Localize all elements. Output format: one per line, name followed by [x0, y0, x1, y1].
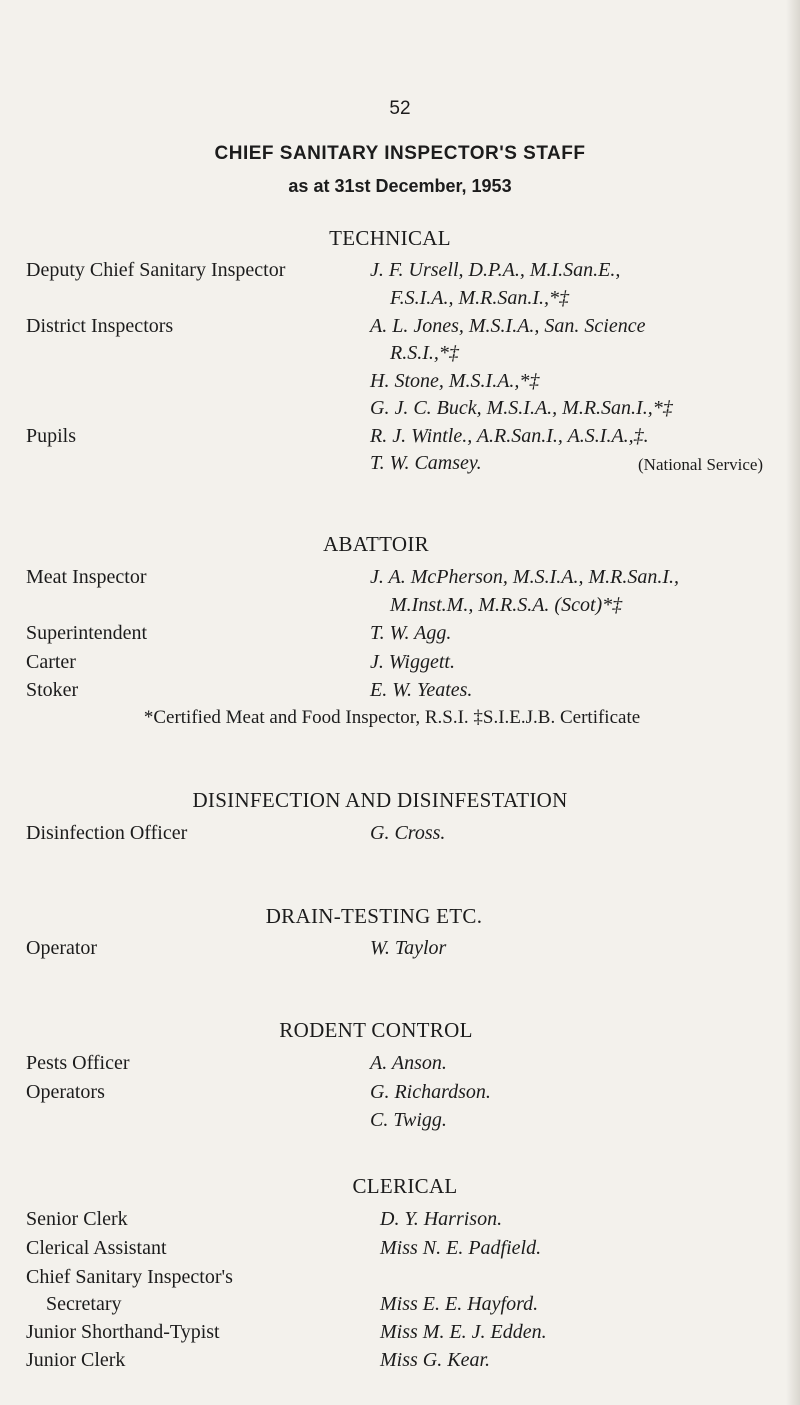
value-pupil-2: T. W. Camsey. [370, 452, 482, 474]
page-subtitle: as at 31st December, 1953 [288, 176, 512, 196]
value-superintendent: T. W. Agg. [370, 622, 452, 644]
section-heading-rodent-control: RODENT CONTROL [279, 1018, 473, 1042]
page-title: CHIEF SANITARY INSPECTOR'S STAFF [214, 143, 586, 164]
value-district-1-line1: A. L. Jones, M.S.I.A., San. Science [370, 315, 646, 337]
value-carter: J. Wiggett. [370, 651, 455, 673]
label-operator: Operator [26, 937, 98, 959]
section-heading-drain-testing: DRAIN-TESTING ETC. [265, 904, 483, 928]
label-clerical-assistant: Clerical Assistant [26, 1237, 167, 1259]
value-clerical-assistant: Miss N. E. Padfield. [380, 1237, 542, 1259]
value-district-2: H. Stone, M.S.I.A.,*‡ [370, 370, 540, 392]
section-heading-abattoir: ABATTOIR [323, 532, 429, 556]
label-operators: Operators [26, 1081, 105, 1103]
label-secretary-line1: Chief Sanitary Inspector's [26, 1266, 233, 1288]
label-district-inspectors: District Inspectors [26, 315, 174, 337]
value-district-1-line2: R.S.I.,*‡ [390, 342, 459, 364]
value-meat-line1: J. A. McPherson, M.S.I.A., M.R.San.I., [370, 566, 680, 588]
value-operator-2: C. Twigg. [370, 1109, 447, 1131]
label-senior-clerk: Senior Clerk [26, 1208, 128, 1230]
value-pupil-2-note: (National Service) [638, 455, 764, 474]
value-disinfection-officer: G. Cross. [370, 822, 446, 844]
value-senior-clerk: D. Y. Harrison. [380, 1208, 503, 1230]
label-deputy-chief: Deputy Chief Sanitary Inspector [26, 259, 286, 281]
value-meat-line2: M.Inst.M., M.R.S.A. (Scot)*‡ [390, 594, 623, 616]
label-stoker: Stoker [26, 679, 79, 701]
label-carter: Carter [26, 651, 76, 673]
value-pests-officer: A. Anson. [370, 1052, 447, 1074]
label-pests-officer: Pests Officer [26, 1052, 130, 1074]
section-heading-clerical: CLERICAL [352, 1174, 458, 1198]
value-pupil-1: R. J. Wintle., A.R.San.I., A.S.I.A.,‡. [370, 425, 649, 447]
label-superintendent: Superintendent [26, 622, 148, 644]
label-junior-typist: Junior Shorthand-Typist [26, 1321, 220, 1343]
label-junior-clerk: Junior Clerk [26, 1349, 126, 1371]
label-meat-inspector: Meat Inspector [26, 566, 147, 588]
value-junior-clerk: Miss G. Kear. [380, 1349, 491, 1371]
value-district-3: G. J. C. Buck, M.S.I.A., M.R.San.I.,*‡ [370, 397, 673, 419]
value-deputy-line1: J. F. Ursell, D.P.A., M.I.San.E., [370, 259, 621, 281]
section-heading-technical: TECHNICAL [329, 226, 451, 250]
label-pupils: Pupils [26, 425, 77, 447]
value-deputy-line2: F.S.I.A., M.R.San.I.,*‡ [390, 287, 570, 309]
value-junior-typist: Miss M. E. J. Edden. [380, 1321, 547, 1343]
value-stoker: E. W. Yeates. [370, 679, 473, 701]
label-disinfection-officer: Disinfection Officer [26, 822, 188, 844]
value-secretary: Miss E. E. Hayford. [380, 1293, 539, 1315]
section-heading-disinfection: DISINFECTION AND DISINFESTATION [192, 788, 568, 812]
page-number: 52 [389, 98, 411, 119]
value-operator-1: G. Richardson. [370, 1081, 491, 1103]
footnote-certification: *Certified Meat and Food Inspector, R.S.I. ‡S.I.E.J.B. Certificate [143, 707, 641, 728]
value-operator: W. Taylor [370, 937, 447, 959]
label-secretary-line2: Secretary [46, 1293, 122, 1315]
